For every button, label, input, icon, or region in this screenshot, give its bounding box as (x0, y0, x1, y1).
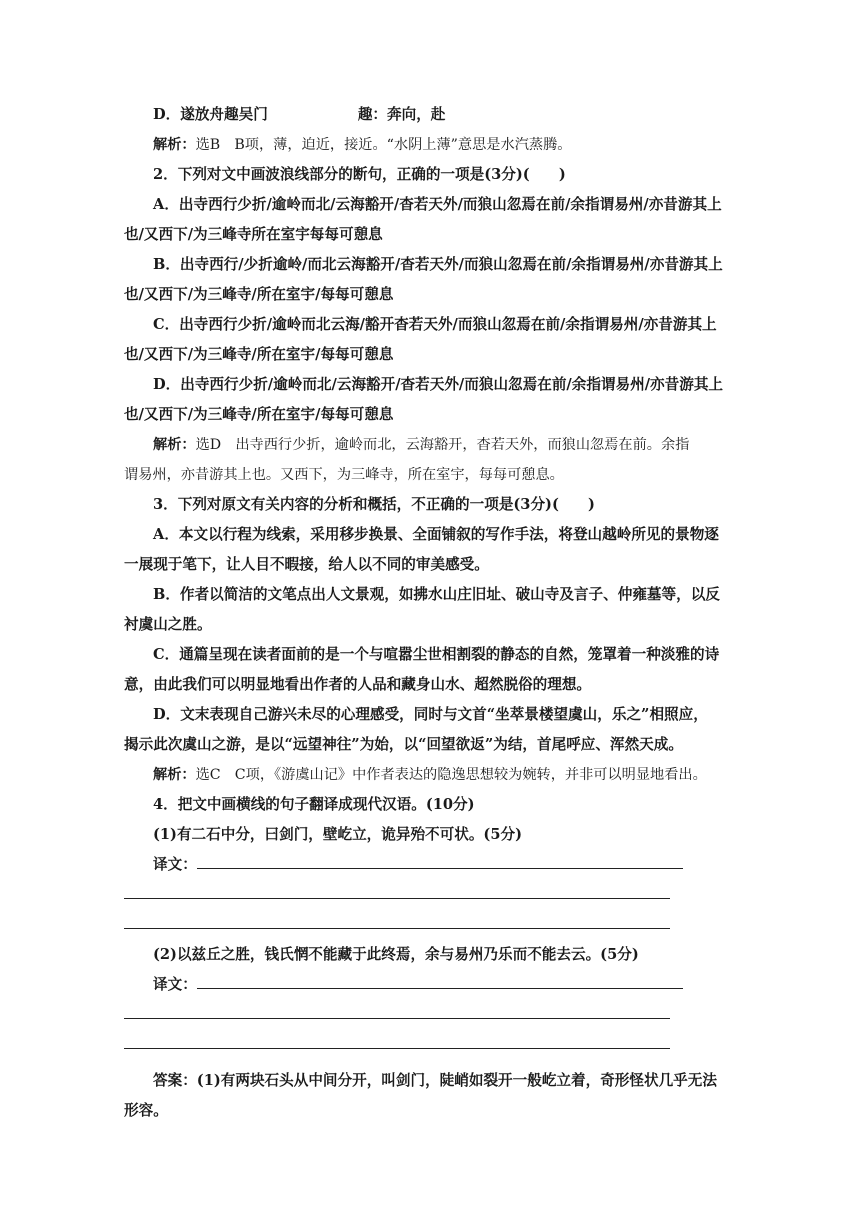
q2-option-d-line1: D．出寺西行少折/逾岭而北/云海豁开/杳若天外/而狼山忽焉在前/余指谓易州/亦昔游其上 (153, 376, 724, 393)
answer-blank-row[interactable] (124, 880, 744, 910)
analysis-3 (124, 760, 744, 790)
question-3: 3．下列对原文有关内容的分析和概括，不正确的一项是(3分)( ) (153, 496, 595, 513)
q2-option-c-line1: C．出寺西行少折/逾岭而北云海/豁开杳若天外/而狼山忽焉在前/余指谓易州/亦昔游其上 (153, 316, 717, 333)
question-2: 2．下列对文中画波浪线部分的断句，正确的一项是(3分)( ) (153, 166, 566, 183)
answer-blank[interactable] (124, 1000, 670, 1019)
analysis-text: 选D 出寺西行少折，逾岭而北，云海豁开，杳若天外，而狼山忽焉在前。余指 (195, 437, 690, 453)
analysis-2-line1 (124, 430, 744, 460)
answer-blank[interactable] (124, 880, 670, 899)
answer-blank[interactable] (197, 850, 683, 869)
q3-option-d-line1: D．文末表现自己游兴未尽的心理感受，同时与文首“坐萃景楼望虞山，乐之”相照应， (153, 706, 708, 723)
translation-label: 译文： (153, 856, 197, 873)
option-d-gloss: 趣：奔向，赴 (357, 106, 446, 123)
q2-option-a-line1: A．出寺西行少折/逾岭而北/云海豁开/杳若天外/而狼山忽焉在前/余指谓易州/亦昔游其上 (153, 196, 722, 213)
q2-option-a-line2: 也/又西下/为三峰寺所在室宇每每可憩息 (124, 226, 383, 243)
option-d-line (124, 100, 744, 130)
q3-option-a-line1: A．本文以行程为线索，采用移步换景、全面铺叙的写作手法，将登山越岭所见的景物逐 (153, 526, 719, 543)
q3-option-b-line2: 衬虞山之胜。 (124, 616, 212, 633)
answer-blank[interactable] (197, 970, 683, 989)
q2-option-b-line2: 也/又西下/为三峰寺/所在室宇/每每可憩息 (124, 286, 394, 303)
q2-option-c-line2: 也/又西下/为三峰寺/所在室宇/每每可憩息 (124, 346, 394, 363)
q3-option-c-line1: C．通篇呈现在读者面前的是一个与喧嚣尘世相割裂的静态的自然，笼罩着一种淡雅的诗 (153, 646, 720, 663)
q2-option-d-line2: 也/又西下/为三峰寺/所在室宇/每每可憩息 (124, 406, 394, 423)
translation-line-1 (124, 850, 744, 880)
q2-option-b-line1: B．出寺西行/少折逾岭/而北云海豁开/杳若天外/而狼山忽焉在前/余指谓易州/亦昔游其上 (153, 256, 723, 273)
analysis-label: 解析： (153, 437, 196, 453)
q3-option-c-line2: 意，由此我们可以明显地看出作者的人品和藏身山水、超然脱俗的理想。 (124, 676, 592, 693)
translation-label: 译文： (153, 976, 197, 993)
document-body (124, 100, 744, 1126)
analysis-2-line2: 谓易州，亦昔游其上也。又西下，为三峰寺，所在室宇，每每可憩息。 (124, 467, 564, 483)
answer-blank-row[interactable] (124, 1030, 744, 1060)
q3-option-a-line2: 一展现于笔下，让人目不暇接，给人以不同的审美感受。 (124, 556, 489, 573)
translation-line-2 (124, 970, 744, 1000)
analysis-1 (124, 130, 744, 160)
answer-line-2: 形容。 (124, 1102, 168, 1119)
answer-line-1 (124, 1066, 744, 1096)
question-4: 4．把文中画横线的句子翻译成现代汉语。(10分) (153, 796, 475, 813)
answer-blank-row[interactable] (124, 910, 744, 940)
answer-blank[interactable] (124, 910, 670, 929)
q4-sentence-2: (2)以兹丘之胜，钱氏惘不能藏于此终焉，余与易州乃乐而不能去云。(5分) (153, 946, 639, 963)
answer-text: (1)有两块石头从中间分开，叫剑门，陡峭如裂开一般屹立着，奇形怪状几乎无法 (196, 1072, 717, 1089)
answer-label: 答案： (153, 1072, 197, 1089)
answer-blank[interactable] (124, 1030, 670, 1049)
analysis-label: 解析： (153, 767, 196, 783)
analysis-text: 选C C项，《游虞山记》中作者表达的隐逸思想较为婉转，并非可以明显地看出。 (195, 767, 707, 783)
answer-blank-row[interactable] (124, 1000, 744, 1030)
analysis-label: 解析： (153, 137, 196, 153)
q3-option-d-line2: 揭示此次虞山之游，是以“远望神往”为始，以“回望欲返”为结，首尾呼应、浑然天成。 (124, 736, 683, 753)
analysis-text: 选B B项，薄，迫近，接近。“水阴上薄”意思是水汽蒸腾。 (195, 137, 572, 153)
q4-sentence-1: (1)有二石中分，曰剑门，壁屹立，诡异殆不可状。(5分) (153, 826, 522, 843)
option-d-text: D．遂放舟趣吴门 (153, 106, 268, 123)
q3-option-b-line1: B．作者以简洁的文笔点出人文景观，如拂水山庄旧址、破山寺及言子、仲雍墓等，以反 (153, 586, 720, 603)
